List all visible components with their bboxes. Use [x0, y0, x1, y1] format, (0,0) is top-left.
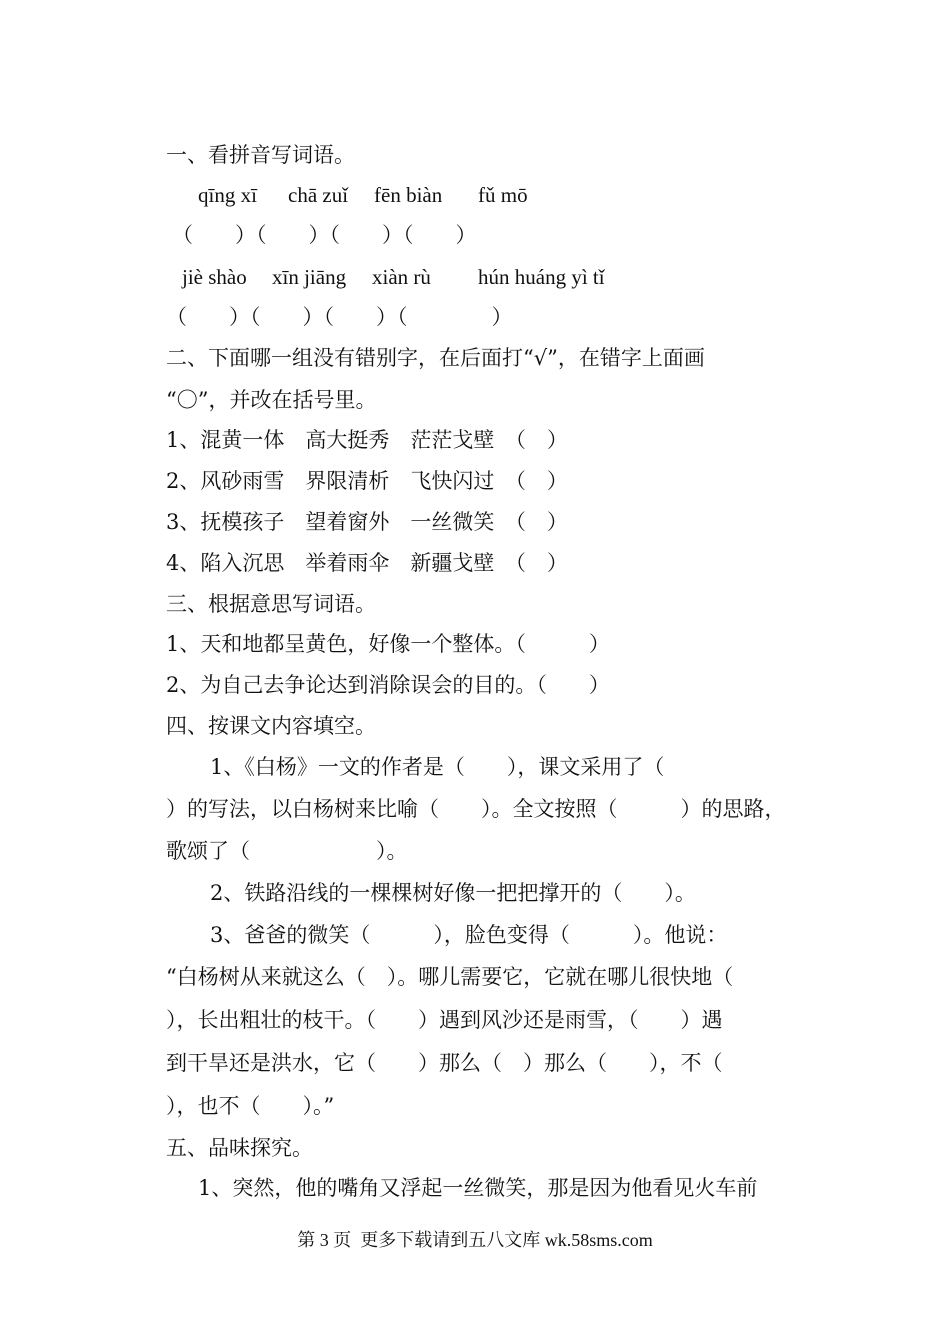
section1-heading: 一、看拼音写词语。 [166, 143, 355, 167]
answer-blank-row: （ ）（ ）（ ）（ ） [166, 305, 513, 329]
question-item: 2、为自己去争论达到消除误会的目的。（ ） [166, 673, 610, 697]
fill-line: 3、爸爸的微笑（ ），脸色变得（ ）。他说： [210, 923, 728, 947]
pinyin-item: xīn jiāng [272, 265, 347, 289]
answer-blank-row: （ ）（ ）（ ）（ ） [172, 223, 477, 247]
section2-heading-cont: “〇”，并改在括号里。 [166, 388, 377, 412]
fill-line: “白杨树从来就这么（ ）。哪儿需要它，它就在哪儿很快地（ [166, 965, 734, 989]
fill-line: 2、铁路沿线的一棵棵树好像一把把撑开的（ ）。 [210, 881, 696, 905]
fill-line: 1、《白杨》一文的作者是（ ），课文采用了（ [210, 755, 665, 779]
pinyin-item: fēn biàn [374, 183, 443, 207]
fill-line: 歌颂了（ ）。 [166, 839, 408, 863]
question-item: 1、混黄一体 高大挺秀 茫茫戈壁 （ ） [166, 428, 568, 452]
page-footer: 第 3 页 更多下载请到五八文库 wk.58sms.com [297, 1230, 653, 1250]
question-item: 4、陷入沉思 举着雨伞 新疆戈壁 （ ） [166, 551, 568, 575]
fill-line: 1、突然，他的嘴角又浮起一丝微笑，那是因为他看见火车前 [198, 1176, 758, 1200]
section4-heading: 四、按课文内容填空。 [166, 714, 376, 738]
fill-line: ）的写法，以白杨树来比喻（ ）。全文按照（ ）的思路， [166, 797, 786, 821]
question-item: 1、天和地都呈黄色，好像一个整体。（ ） [166, 632, 610, 656]
pinyin-item: chā zuǐ [288, 183, 349, 207]
pinyin-item: jiè shào [182, 265, 247, 289]
pinyin-item: fǔ mō [478, 183, 528, 207]
section5-heading: 五、品味探究。 [166, 1136, 313, 1160]
question-item: 3、抚模孩子 望着窗外 一丝微笑 （ ） [166, 510, 568, 534]
pinyin-item: xiàn rù [372, 265, 431, 289]
pinyin-item: qīng xī [198, 183, 257, 207]
section3-heading: 三、根据意思写词语。 [166, 592, 376, 616]
fill-line: 到干旱还是洪水，它（ ）那么（ ）那么（ ），不（ [166, 1051, 723, 1075]
question-item: 2、风砂雨雪 界限清析 飞快闪过 （ ） [166, 469, 568, 493]
fill-line: ），长出粗壮的枝干。（ ）遇到风沙还是雨雪，（ ）遇 [166, 1008, 723, 1032]
fill-line: ），也不（ ）。” [166, 1094, 335, 1118]
section2-heading: 二、下面哪一组没有错别字，在后面打“√”，在错字上面画 [166, 346, 705, 370]
pinyin-item: hún huáng yì tǐ [478, 265, 605, 289]
